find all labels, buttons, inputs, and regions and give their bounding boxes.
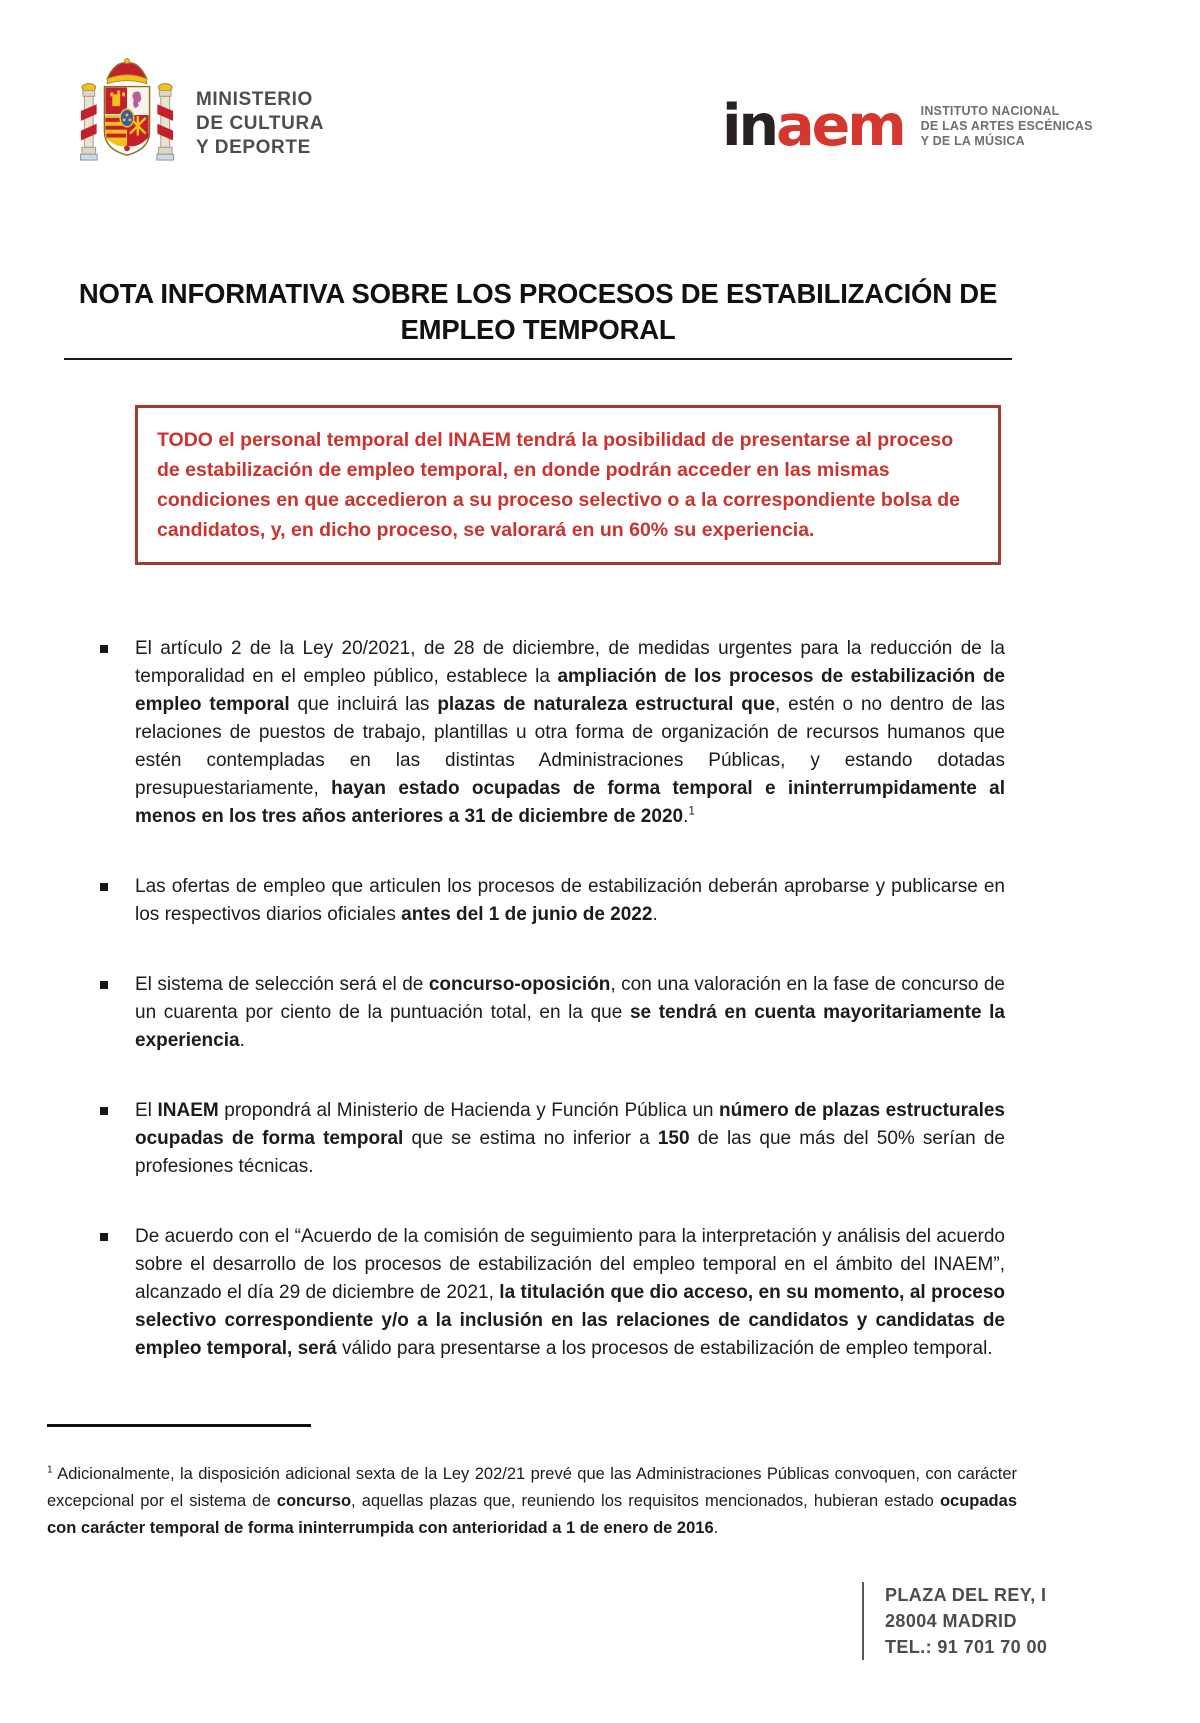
bullet-text: Las ofertas de empleo que articulen los procesos de estabilización deberán aprobarse y publicarse en los respectivos diarios oficiales antes del 1 de junio de 2022. bbox=[135, 876, 1005, 925]
footnote-text: $^1$ Adicionalmente, la disposición adicional sexta de la Ley 202/21 prevé que las Administraciones Públicas convoquen, con carácter excepcional por el sistema de concurso, aquellas plazas que, reuniendo los requisitos mencionados, hubieran estado ocupadas con carácter temporal de forma ininterrumpida con anterioridad a 1 de enero de 2016. bbox=[47, 1464, 1017, 1537]
inaem-logo bbox=[722, 93, 1093, 159]
footer-address bbox=[885, 1582, 1047, 1660]
bullet-square-icon bbox=[100, 1233, 108, 1241]
bullet-square-icon bbox=[100, 883, 108, 891]
page-footer bbox=[862, 1582, 1047, 1660]
inaem-subtitle-line: INSTITUTO NACIONAL bbox=[920, 104, 1060, 118]
bullet-text: El artículo 2 de la Ley 20/2021, de 28 de diciembre, de medidas urgentes para la reducción de la temporalidad en el empleo público, establece la ampliación de los procesos de estabilización de empleo temporal que incluirá las plazas de naturaleza estructural que, estén o no dentro de las relaciones de puestos de trabajo, plantillas u otra forma de organización de recursos humanos que estén contempladas en las distintas Administraciones Públicas, y estando dotadas presupuestariamente, hayan estado ocupadas de forma temporal e ininterrumpidamente al menos en los tres años anteriores a 31 de diciembre de 2020.$^1$ bbox=[135, 638, 1005, 827]
document-body bbox=[100, 405, 1005, 1405]
page-header bbox=[0, 0, 1200, 230]
list-item bbox=[100, 635, 1005, 831]
inaem-subtitle bbox=[921, 104, 1093, 149]
footer-address-line: TEL.: 91 701 70 00 bbox=[885, 1637, 1048, 1657]
ministry-line: MINISTERIO bbox=[196, 89, 313, 110]
list-item bbox=[100, 1223, 1005, 1363]
inaem-subtitle-line: DE LAS ARTES ESCÉNICAS bbox=[920, 119, 1093, 133]
inaem-wordmark-black: in bbox=[722, 93, 777, 159]
bullet-square-icon bbox=[100, 1107, 108, 1115]
inaem-subtitle-line: Y DE LA MÚSICA bbox=[920, 134, 1025, 148]
footer-address-line: PLAZA DEL REY, I bbox=[885, 1585, 1047, 1605]
ministry-line: DE CULTURA bbox=[196, 113, 325, 134]
inaem-wordmark bbox=[722, 93, 904, 159]
title-line-1: NOTA INFORMATIVA SOBRE LOS PROCESOS DE ESTABILIZACIÓN DE bbox=[78, 278, 998, 309]
inaem-wordmark-red: aem bbox=[776, 93, 904, 159]
highlight-box: TODO el personal temporal del INAEM tendrá la posibilidad de presentarse al proceso de estabilización de empleo temporal, en donde podrán acceder en las mismas condiciones en que accedieron a su proceso selectivo o a la correspondiente bolsa de candidatos, y, en dicho proceso, se valorará en un 60% su experiencia. bbox=[135, 405, 1001, 565]
title-line-2: EMPLEO TEMPORAL bbox=[400, 314, 676, 345]
bullet-square-icon bbox=[100, 645, 108, 653]
footer-divider bbox=[862, 1582, 864, 1660]
spain-coat-of-arms-icon bbox=[78, 56, 176, 172]
ministry-logo bbox=[78, 56, 324, 172]
ministry-line: Y DEPORTE bbox=[196, 137, 311, 158]
footnote-area bbox=[47, 1424, 1017, 1542]
bullet-list bbox=[100, 635, 1005, 1363]
bullet-text: El sistema de selección será el de concurso-oposición, con una valoración en la fase de concurso de un cuarenta por ciento de la puntuación total, en la que se tendrá en cuenta mayoritariamente la experiencia. bbox=[135, 974, 1005, 1051]
bullet-text: El INAEM propondrá al Ministerio de Hacienda y Función Pública un número de plazas estructurales ocupadas de forma temporal que se estima no inferior a 150 de las que más del 50% serían de profesiones técnicas. bbox=[135, 1100, 1005, 1177]
list-item bbox=[100, 971, 1005, 1055]
footer-address-line: 28004 MADRID bbox=[885, 1611, 1017, 1631]
bullet-square-icon bbox=[100, 981, 108, 989]
ministry-name bbox=[196, 88, 324, 172]
list-item bbox=[100, 873, 1005, 929]
document-title bbox=[64, 276, 1012, 360]
footnote-separator bbox=[47, 1424, 311, 1427]
bullet-text: De acuerdo con el “Acuerdo de la comisión de seguimiento para la interpretación y análisis del acuerdo sobre el desarrollo de los procesos de estabilización del empleo temporal en el ámbito del INAEM”, alcanzado el día 29 de diciembre de 2021, la titulación que dio acceso, en su momento, al proceso selectivo correspondiente y/o a la inclusión en las relaciones de candidatos y candidatas de empleo temporal, será válido para presentarse a los procesos de estabilización de empleo temporal. bbox=[135, 1226, 1005, 1359]
list-item bbox=[100, 1097, 1005, 1181]
